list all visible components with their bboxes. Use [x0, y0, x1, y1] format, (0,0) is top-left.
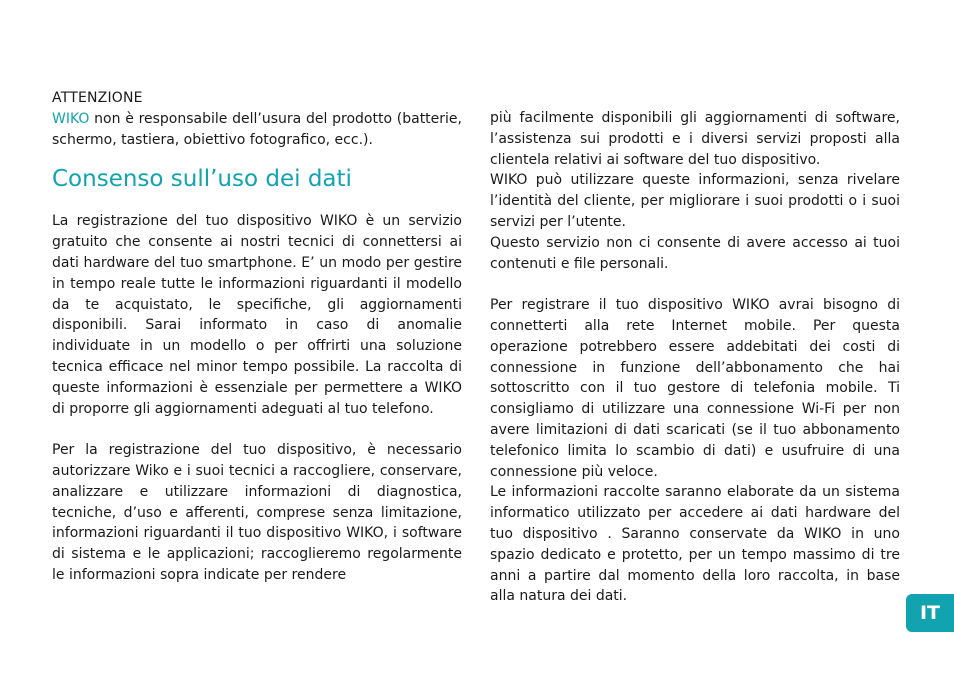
paragraph-data-retention: Le informazioni raccolte saranno elaborate da un sistema informatico utilizzato per accedere ai dati hardware del tuo dispositivo . Saranno conservate da WIKO in uno spazio dedicato e protetto, per un tempo massimo di tre anni a partire dal momento della loro raccolta, in base alla natura dei dati.: [490, 484, 900, 605]
language-tab: IT: [906, 594, 954, 632]
paragraph-registration-authorization: Per la registrazione del tuo dispositivo, è necessario autorizzare Wiko e i suoi tecnici a raccogliere, conservare, analizzare e utilizzare informazioni di diagnostica, tecniche, d’uso e afferenti, comprese senza limitazione, informazioni riguardanti il tuo dispositivo WIKO, i software di sistema e le applicazioni; raccoglieremo regolarmente le informazioni sopra indicate per rendere: [52, 442, 462, 583]
paragraph-privacy-use: WIKO può utilizzare queste informazioni, senza rivelare l’identità del cliente, per migliorare i suoi prodotti o i suoi servizi per l’utente.: [490, 172, 900, 230]
section-title: Consenso sull’uso dei dati: [52, 166, 352, 193]
right-column: [490, 108, 900, 607]
notice-heading: ATTENZIONE: [52, 90, 143, 106]
paragraph-updates-continued: più facilmente disponibili gli aggiornamenti di software, l’assistenza sui prodotti e i diversi servizi proposti alla clientela relativi ai software del tuo dispositivo.: [490, 110, 900, 168]
notice-body: [52, 109, 462, 151]
brand-name: WIKO: [52, 110, 90, 127]
paragraph-connection: Per registrare il tuo dispositivo WIKO avrai bisogno di connetterti alla rete Internet mobile. Per questa operazione potrebbero essere addebitati dei costi di connessione in funzione dell’abbonamento che hai sottoscritto con il tuo gestore di telefonia mobile. Ti consigliamo di utilizzare una connessione Wi-Fi per non avere limitazioni di dati scaricati (se il tuo abbonamento telefonico limita lo scambio di dati) e usufruire di una connessione più veloce.: [490, 297, 900, 480]
paragraph-no-access: Questo servizio non ci consente di avere accesso ai tuoi contenuti e file personali.: [490, 234, 900, 272]
notice-text: non è responsabile dell’usura del prodotto (batterie, schermo, tastiera, obiettivo fotografico, ecc.).: [52, 110, 462, 148]
paragraph-registration-intro: La registrazione del tuo dispositivo WIKO è un servizio gratuito che consente ai nostri tecnici di connettersi ai dati hardware del tuo smartphone. E’ un modo per gestire in tempo reale tutte le informazioni riguardanti il modello da te acquistato, le specifiche, gli aggiornamenti disponibili. Sarai informato in caso di anomalie individuate in un modello o per offrirti una soluzione tecnica efficace nel minor tempo possibile. La raccolta di queste informazioni è essenziale per permettere a WIKO di proporre gli aggiornamenti adeguati al tuo telefono.: [52, 213, 462, 417]
left-column: [52, 88, 462, 586]
